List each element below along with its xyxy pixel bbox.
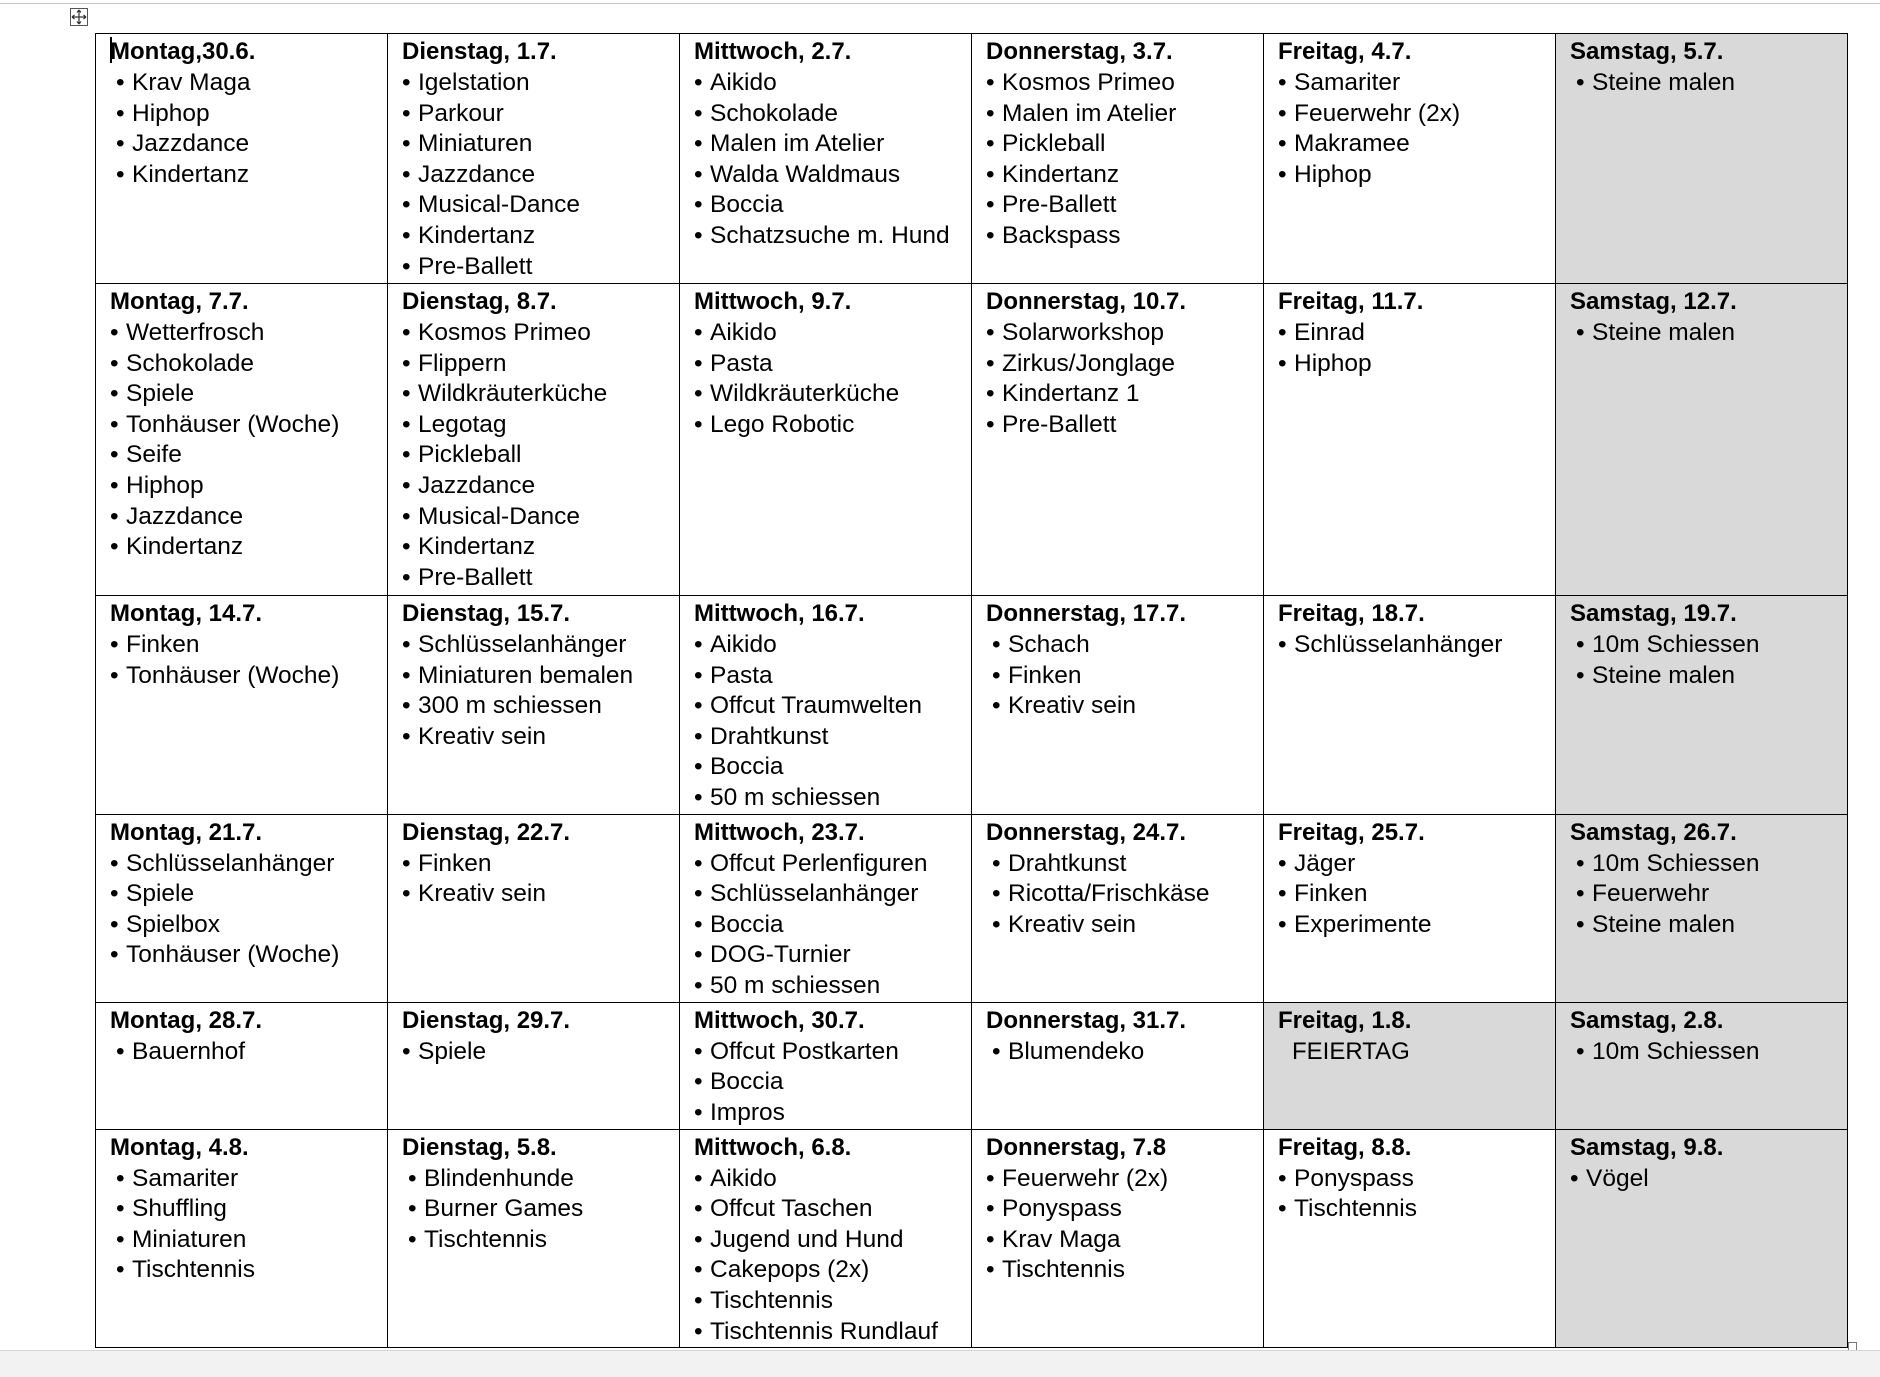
activity-list [986,849,1253,941]
list-item: • Tonhäuser (Woche) [110,661,377,692]
list-item: • Schatzsuche m. Hund [694,221,961,252]
day-cell[interactable] [1264,814,1556,1002]
day-cell[interactable] [680,814,972,1002]
list-item: • Offcut Postkarten [694,1037,961,1068]
activity-list [694,318,961,440]
day-title: Donnerstag, 17.7. [986,600,1187,627]
activity-list [694,630,961,814]
list-item: • Jazzdance [116,129,377,160]
list-item: • Drahtkunst [992,849,1253,880]
day-cell[interactable] [388,284,680,596]
list-item: • Schokolade [110,349,377,380]
list-item: • Steine malen [1576,68,1837,99]
list-item: • Miniaturen bemalen [402,661,669,692]
list-item: • Steine malen [1576,661,1837,692]
holiday-note: FEIERTAG [1292,1037,1410,1065]
activity-list [986,630,1253,722]
day-title: Dienstag, 1.7. [402,38,557,65]
day-title: Dienstag, 8.7. [402,288,557,315]
day-title: Montag, 28.7. [110,1006,263,1034]
day-cell[interactable] [1264,596,1556,815]
day-title: Montag, 21.7. [110,818,263,846]
activity-list [1278,318,1545,379]
list-item: • Ricotta/Frischkäse [992,879,1253,910]
list-item: • Krav Maga [986,1225,1253,1256]
list-item: • Tischtennis [694,1286,961,1317]
activity-list [986,1164,1253,1286]
week-row [96,34,1848,284]
list-item: • Schlüsselanhänger [110,849,377,880]
activity-list [402,1037,669,1068]
list-item: • Tonhäuser (Woche) [110,410,377,441]
list-item: • Jazzdance [110,502,377,533]
list-item: • Boccia [694,1067,961,1098]
day-title: Dienstag, 22.7. [402,818,571,846]
list-item: • Schlüsselanhänger [402,630,669,661]
day-title: Donnerstag, 31.7. [986,1006,1187,1034]
day-cell[interactable] [1264,34,1556,284]
list-item: • Pre-Ballett [986,190,1253,221]
list-item: • Jugend und Hund [694,1225,961,1256]
list-item: • Boccia [694,910,961,941]
activity-list [694,1037,961,1129]
list-item: • Aikido [694,1164,961,1195]
list-item: • Schlüsselanhänger [694,879,961,910]
week-row [96,596,1848,815]
day-title: Mittwoch, 2.7. [694,38,852,65]
activity-list [110,630,377,691]
list-item: • Hiphop [1278,160,1545,191]
activity-list [694,849,961,1002]
list-item: • Spiele [402,1037,669,1068]
day-title: Samstag, 9.8. [1570,1133,1724,1161]
list-item: • Impros [694,1098,961,1129]
list-item: • Kindertanz [402,221,669,252]
day-title: Samstag, 2.8. [1570,1006,1724,1034]
list-item: • Offcut Traumwelten [694,691,961,722]
list-item: • 50 m schiessen [694,783,961,814]
day-cell[interactable] [972,814,1264,1002]
list-item: • Blumendeko [992,1037,1253,1068]
list-item: • Jazzdance [402,160,669,191]
list-item: • Ponyspass [986,1194,1253,1225]
list-item: • Feuerwehr (2x) [1278,99,1545,130]
list-item: • 10m Schiessen [1576,630,1837,661]
list-item: • Makramee [1278,129,1545,160]
list-item: • Musical-Dance [402,502,669,533]
day-title: Dienstag, 15.7. [402,600,571,627]
list-item: • Musical-Dance [402,190,669,221]
list-item: • Feuerwehr [1576,879,1837,910]
list-item: • Krav Maga [116,68,377,99]
list-item: • Kosmos Primeo [986,68,1253,99]
list-item: • Miniaturen [402,129,669,160]
list-item: • Hiphop [116,99,377,130]
list-item: • Aikido [694,318,961,349]
list-item: • Zirkus/Jonglage [986,349,1253,380]
list-item: • Spiele [110,879,377,910]
day-cell-holiday[interactable] [1264,1002,1556,1129]
day-title: Freitag, 11.7. [1278,288,1424,315]
list-item: • Hiphop [1278,349,1545,380]
day-title: Samstag, 26.7. [1570,818,1737,846]
list-item: • Ponyspass [1278,1164,1545,1195]
list-item: • Parkour [402,99,669,130]
list-item: • Feuerwehr (2x) [986,1164,1253,1195]
activity-list [402,630,669,752]
list-item: • Samariter [116,1164,377,1195]
list-item: • Kreativ sein [992,910,1253,941]
week-row [96,1002,1848,1129]
list-item: • Aikido [694,630,961,661]
day-cell[interactable] [96,596,388,815]
list-item: • Samariter [1278,68,1545,99]
day-title: Montag, 7.7. [110,288,249,315]
day-cell[interactable] [972,1002,1264,1129]
list-item: • Wildkräuterküche [402,379,669,410]
list-item: • Burner Games [408,1194,669,1225]
list-item: • Boccia [694,190,961,221]
activity-list [1278,68,1545,190]
day-cell[interactable] [1264,284,1556,596]
day-title: Dienstag, 5.8. [402,1133,557,1161]
day-cell[interactable] [972,284,1264,596]
week-row [96,284,1848,596]
list-item: • 10m Schiessen [1576,849,1837,880]
list-item: • Backspass [986,221,1253,252]
activity-list [1570,1037,1837,1068]
list-item: • Lego Robotic [694,410,961,441]
activity-list [1570,68,1837,99]
list-item: • 300 m schiessen [402,691,669,722]
list-item: • Einrad [1278,318,1545,349]
day-cell[interactable] [96,34,388,284]
activity-list [986,1037,1253,1068]
list-item: • Pickleball [402,440,669,471]
list-item: • Finken [992,661,1253,692]
list-item: • Kreativ sein [402,722,669,753]
list-item: • Kindertanz [116,160,377,191]
activity-list [402,849,669,910]
day-cell[interactable] [96,1002,388,1129]
list-item: • Kindertanz [986,160,1253,191]
list-item: • Kreativ sein [992,691,1253,722]
day-title: Donnerstag, 24.7. [986,818,1187,846]
list-item: • Blindenhunde [408,1164,669,1195]
day-title: Montag,30.6. [110,38,256,65]
activity-list [110,1037,377,1068]
day-cell[interactable] [1264,1129,1556,1348]
activity-list [1278,630,1545,661]
list-item: • Kindertanz [402,532,669,563]
list-item: • Aikido [694,68,961,99]
day-cell[interactable] [388,1002,680,1129]
day-cell[interactable] [680,596,972,815]
activity-list [1278,849,1545,941]
list-item: • Jazzdance [402,471,669,502]
list-item: • Boccia [694,752,961,783]
day-cell[interactable] [972,1129,1264,1348]
list-item: • Spielbox [110,910,377,941]
list-item: • Jäger [1278,849,1545,880]
activity-list [1570,630,1837,691]
activity-list [694,1164,961,1348]
list-item: • Kindertanz 1 [986,379,1253,410]
list-item: • Kreativ sein [402,879,669,910]
day-cell[interactable] [972,596,1264,815]
list-item: • Pre-Ballett [402,252,669,283]
day-title: Donnerstag, 10.7. [986,288,1187,315]
ruler-edge [0,3,1880,4]
list-item: • Flippern [402,349,669,380]
list-item: • Pasta [694,661,961,692]
day-title: Mittwoch, 30.7. [694,1006,865,1034]
list-item: • Spiele [110,379,377,410]
day-cell[interactable] [680,1002,972,1129]
day-cell[interactable] [388,34,680,284]
list-item: • Legotag [402,410,669,441]
page-bottom-edge [0,1350,1880,1377]
day-title: Donnerstag, 3.7. [986,38,1173,65]
list-item: • Offcut Taschen [694,1194,961,1225]
day-cell-saturday[interactable] [1556,284,1848,596]
day-title: Montag, 4.8. [110,1133,249,1161]
day-cell-saturday[interactable] [1556,34,1848,284]
activity-list [402,1164,669,1256]
day-cell-saturday[interactable] [1556,1002,1848,1129]
day-cell-saturday[interactable] [1556,596,1848,815]
list-item: • Tischtennis Rundlauf [694,1317,961,1348]
list-item: • Tischtennis [1278,1194,1545,1225]
activity-list [110,318,377,563]
list-item: • Hiphop [110,471,377,502]
list-item: • Wetterfrosch [110,318,377,349]
week-row [96,1129,1848,1348]
list-item: • Malen im Atelier [986,99,1253,130]
list-item: • Miniaturen [116,1225,377,1256]
list-item: • Tonhäuser (Woche) [110,940,377,971]
list-item: • Experimente [1278,910,1545,941]
day-cell[interactable] [96,284,388,596]
list-item: • Drahtkunst [694,722,961,753]
list-item: • Seife [110,440,377,471]
day-cell-saturday[interactable] [1556,1129,1848,1348]
list-item: • Bauernhof [116,1037,377,1068]
day-title: Mittwoch, 6.8. [694,1133,852,1161]
day-cell[interactable] [972,34,1264,284]
list-item: • Pickleball [986,129,1253,160]
list-item: • Wildkräuterküche [694,379,961,410]
list-item: • Pre-Ballett [986,410,1253,441]
day-title: Freitag, 8.8. [1278,1133,1412,1161]
day-cell[interactable] [680,34,972,284]
day-title: Freitag, 25.7. [1278,818,1425,846]
activity-list [986,68,1253,252]
list-item: • Schach [992,630,1253,661]
list-item: • Shuffling [116,1194,377,1225]
activity-list [1278,1164,1545,1225]
day-title: Freitag, 4.7. [1278,38,1412,65]
day-title: Dienstag, 29.7. [402,1006,571,1034]
day-cell[interactable] [96,1129,388,1348]
day-title: Mittwoch, 23.7. [694,818,865,846]
day-title: Samstag, 19.7. [1570,600,1737,627]
list-item: • DOG-Turnier [694,940,961,971]
activity-list [402,68,669,282]
activity-list [986,318,1253,440]
day-title: Samstag, 5.7. [1570,38,1724,65]
list-item: • Finken [110,630,377,661]
day-title: Donnerstag, 7.8 [986,1133,1167,1161]
table-move-handle-icon[interactable] [70,8,88,26]
day-title: Montag, 14.7. [110,600,263,627]
day-title: Freitag, 18.7. [1278,600,1425,627]
list-item: • Igelstation [402,68,669,99]
list-item: • Kindertanz [110,532,377,563]
day-cell[interactable] [680,284,972,596]
day-title: Freitag, 1.8. [1278,1006,1412,1034]
activity-list [110,68,377,190]
week-row [96,814,1848,1002]
day-title: Mittwoch, 9.7. [694,288,852,315]
list-item: • Malen im Atelier [694,129,961,160]
activity-list [110,1164,377,1286]
list-item: • Tischtennis [408,1225,669,1256]
list-item: • Finken [402,849,669,880]
day-cell[interactable] [388,596,680,815]
list-item: • Steine malen [1576,910,1837,941]
list-item: • Finken [1278,879,1545,910]
activity-list [694,68,961,252]
day-cell[interactable] [388,1129,680,1348]
list-item: • Steine malen [1576,318,1837,349]
list-item: • Walda Waldmaus [694,160,961,191]
activity-list [402,318,669,593]
activity-schedule-table [95,33,1848,1348]
activity-list [110,849,377,971]
day-title: Mittwoch, 16.7. [694,600,865,627]
list-item: • Offcut Perlenfiguren [694,849,961,880]
day-cell[interactable] [680,1129,972,1348]
day-cell[interactable] [96,814,388,1002]
list-item: • Schokolade [694,99,961,130]
list-item: • Tischtennis [116,1255,377,1286]
list-item: • 10m Schiessen [1576,1037,1837,1068]
list-item: • Schlüsselanhänger [1278,630,1545,661]
list-item: • Tischtennis [986,1255,1253,1286]
list-item: • Pre-Ballett [402,563,669,594]
activity-list [1570,318,1837,349]
list-item: • Solarworkshop [986,318,1253,349]
list-item: • Cakepops (2x) [694,1255,961,1286]
day-cell[interactable] [388,814,680,1002]
list-item: • Kosmos Primeo [402,318,669,349]
list-item: • Pasta [694,349,961,380]
day-cell-saturday[interactable] [1556,814,1848,1002]
list-item: • 50 m schiessen [694,971,961,1002]
day-title: Samstag, 12.7. [1570,288,1737,315]
activity-list [1570,849,1837,941]
activity-list [1570,1164,1837,1195]
list-item: • Vögel [1570,1164,1837,1195]
